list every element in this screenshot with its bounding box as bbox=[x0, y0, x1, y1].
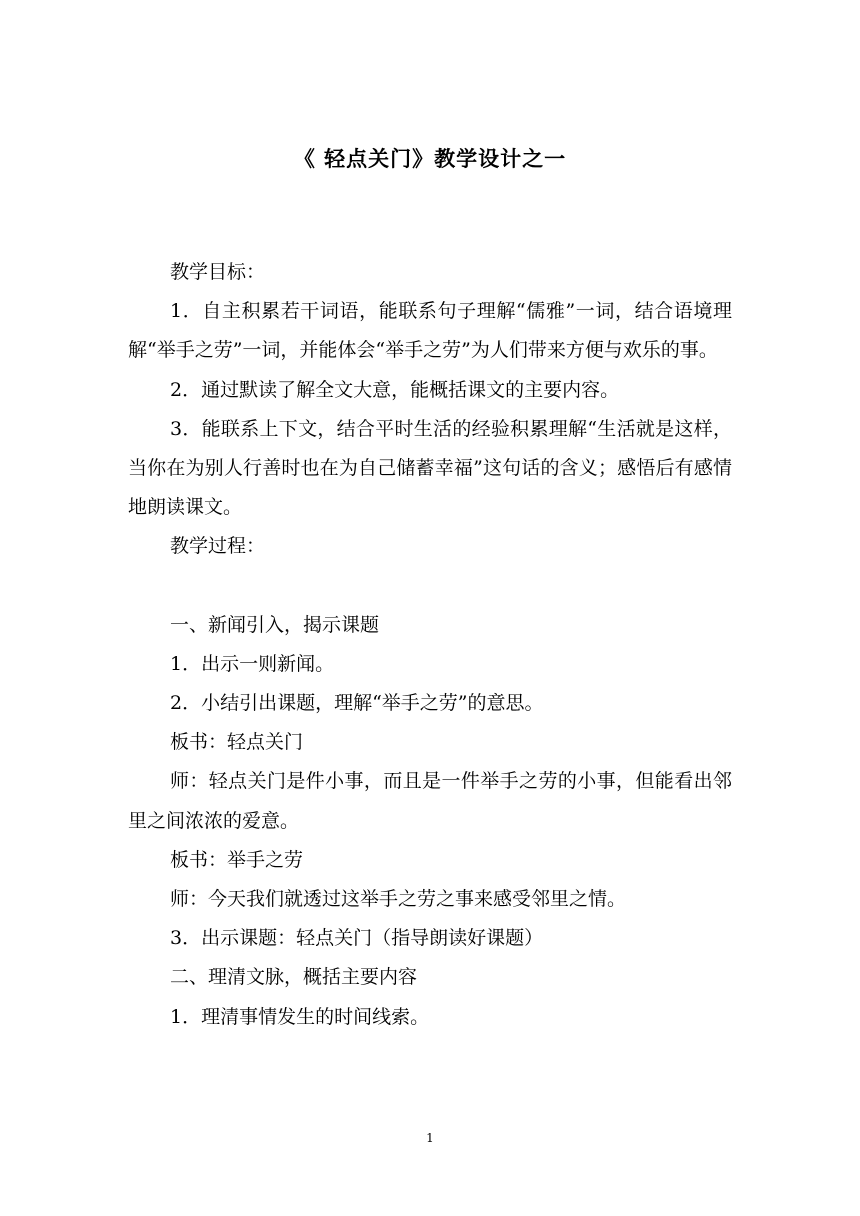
paragraph-step-3: 3．出示课题：轻点关门（指导朗读好课题） bbox=[170, 927, 544, 950]
paragraph-section-1-heading: 一、新闻引入，揭示课题 bbox=[170, 613, 380, 636]
blank-line bbox=[128, 567, 732, 606]
paragraph-teacher-line-1: 师：轻点关门是件小事，而且是一件举手之劳的小事，但能看出邻里之间浓浓的爱意。 bbox=[128, 770, 732, 832]
document-title: 《 轻点关门》教学设计之一 bbox=[293, 146, 567, 171]
paragraph-board-note-2: 板书：举手之劳 bbox=[170, 848, 304, 871]
paragraph-goal-2: 2．通过默读了解全文大意，能概括课文的主要内容。 bbox=[170, 378, 620, 401]
paragraph-section-2-step-1: 1．理清事情发生的时间线索。 bbox=[170, 1005, 430, 1028]
document-body bbox=[128, 253, 732, 1037]
paragraph-teacher-line-2: 师：今天我们就透过这举手之劳之事来感受邻里之情。 bbox=[170, 888, 627, 911]
paragraph-teaching-goals-heading: 教学目标： bbox=[170, 261, 266, 283]
paragraph-goal-3: 3．能联系上下文，结合平时生活的经验积累理解“生活就是这样，当你在为别人行善时也在为自己储蓄幸福”这句话的含义；感悟后有感情地朗读课文。 bbox=[128, 417, 732, 519]
paragraph-goal-1: 1．自主积累若干词语，能联系句子理解“儒雅”一词，结合语境理解“举手之劳”一词，并能体会“举手之劳”为人们带来方便与欢乐的事。 bbox=[128, 300, 732, 362]
paragraph-step-1: 1．出示一则新闻。 bbox=[170, 652, 335, 675]
paragraph-step-2: 2．小结引出课题，理解“举手之劳”的意思。 bbox=[170, 692, 544, 715]
paragraph-teaching-process-heading: 教学过程： bbox=[170, 535, 266, 558]
page-number: 1 bbox=[426, 1131, 434, 1145]
paragraph-board-note-1: 板书：轻点关门 bbox=[170, 731, 304, 754]
paragraph-section-2-heading: 二、理清文脉，概括主要内容 bbox=[170, 966, 418, 989]
